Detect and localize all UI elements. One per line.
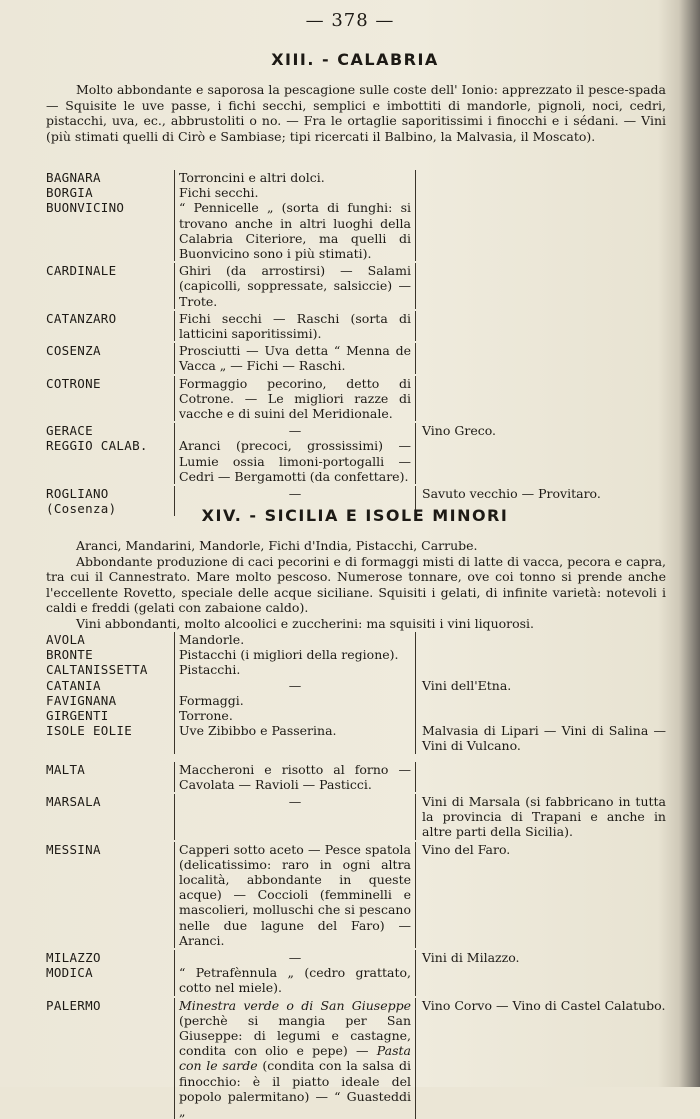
products-cell: Formaggi.	[174, 693, 416, 708]
place-name: ROGLIANO (Cosenza)	[46, 486, 117, 517]
products-cell: Mandorle.	[174, 632, 416, 647]
wines-cell: Savuto vecchio — Provitaro.	[422, 486, 601, 502]
products-cell: Ghiri (da arrostirsi) — Salami (capicolli, soppressate, salsiccie) — Trote.	[174, 263, 416, 309]
products-cell: Torroncini e altri dolci.	[174, 170, 416, 185]
place-name: ISOLE EOLIE	[46, 723, 133, 739]
intro-sicilia-line-2: Abbondante produzione di caci pecorini e di formaggi misti di latte di vacca, pecora e capra, tra cui il Cannestrato. Mare molto pescoso. Numerose tonnare, ove coi tonno si prende anche l'eccellente Rovetto, speciale delle acque siciliane. Squisiti i gelati, di infinite varietà: notevoli i caldi e freddi (gelati con zabaione caldo).	[46, 553, 666, 615]
table-row	[46, 842, 666, 948]
place-name: BAGNARA	[46, 170, 101, 185]
table-row	[46, 343, 666, 373]
section-title-calabria: XIII. - CALABRIA	[271, 50, 439, 69]
products-cell: Uve Zibibbo e Passerina.	[174, 723, 416, 753]
place-name: MILAZZO	[46, 950, 101, 966]
table-row	[46, 794, 666, 840]
table-row	[46, 708, 666, 723]
products-cell	[174, 998, 416, 1119]
place-name: COTRONE	[46, 375, 101, 391]
wines-cell: Vino del Faro.	[422, 841, 511, 857]
table-row	[46, 200, 666, 261]
products-cell: Prosciutti — Uva detta “ Menna de Vacca „ — Fichi — Raschi.	[174, 343, 416, 373]
wines-cell	[416, 438, 666, 484]
products-cell: Pistacchi (i migliori della regione).	[174, 647, 416, 662]
table-row	[46, 965, 666, 995]
products-cell: —	[174, 423, 416, 438]
products-cell: Maccheroni e risotto al forno — Cavolata — Ravioli — Pasticci.	[174, 762, 416, 792]
wines-cell	[416, 708, 666, 723]
wines-cell	[416, 311, 666, 341]
products-cell: —	[174, 950, 416, 965]
table-row	[46, 632, 666, 647]
table-row	[46, 762, 666, 792]
table-row	[46, 170, 666, 185]
place-name: REGGIO CALAB.	[46, 438, 148, 454]
wines-cell	[416, 662, 666, 677]
place-name: AVOLA	[46, 632, 86, 647]
wines-cell: Vino Corvo — Vino di Castel Calatubo.	[422, 997, 666, 1013]
intro-sicilia	[46, 538, 666, 631]
table-row	[46, 185, 666, 200]
wines-cell	[416, 343, 666, 373]
section-title-sicilia: XIV. - SICILIA E ISOLE MINORI	[201, 506, 509, 525]
wines-cell	[416, 263, 666, 309]
products-cell: —	[174, 486, 416, 516]
table-row	[46, 662, 666, 677]
place-name: PALERMO	[46, 997, 101, 1013]
intro-calabria	[46, 82, 666, 144]
place-name: CATANZARO	[46, 310, 117, 326]
wines-cell	[416, 632, 666, 647]
place-name: MODICA	[46, 965, 93, 981]
products-cell: —	[174, 794, 416, 840]
table-row	[46, 998, 666, 1119]
products-cell: Pistacchi.	[174, 662, 416, 677]
wines-cell	[416, 185, 666, 200]
table-row	[46, 678, 666, 693]
wines-cell	[416, 200, 666, 261]
dish-description: (perchè si mangia per San Giuseppe: di legumi e castagne, condita con olio e pepe) —	[179, 1012, 411, 1059]
place-name: GIRGENTI	[46, 708, 109, 724]
table-row	[46, 693, 666, 708]
place-name: CALTANISSETTA	[46, 662, 148, 678]
products-cell: Torrone.	[174, 708, 416, 723]
wines-cell: Vini di Marsala (si fabbricano in tutta la provincia di Trapani e anche in altre parti della Sicilia).	[422, 794, 666, 840]
place-name: BUONVICINO	[46, 200, 125, 216]
wines-cell	[416, 376, 666, 422]
intro-sicilia-line-3: Vini abbondanti, molto alcoolici e zuccherini: ma squisiti i vini liquorosi.	[76, 615, 535, 631]
place-name: COSENZA	[46, 343, 101, 359]
place-name: FAVIGNANA	[46, 692, 117, 708]
table-sicilia	[46, 632, 666, 1119]
wines-cell: Vini di Milazzo.	[422, 950, 520, 966]
products-cell: Fichi secchi.	[174, 185, 416, 200]
table-row	[46, 647, 666, 662]
table-row	[46, 423, 666, 438]
dish-description: (condita con la salsa di finocchio: è il piatto ideale del popolo palermitano) — “ Guasteddi „	[179, 1058, 411, 1119]
place-name: MARSALA	[46, 794, 101, 810]
products-cell: “ Pennicelle „ (sorta di funghi: si trovano anche in altri luoghi della Calabria Citeriore, ma quelli di Buonvicino sono i più stimati).	[174, 200, 416, 261]
place-name: CATANIA	[46, 677, 101, 693]
table-row	[46, 438, 666, 484]
place-name: BRONTE	[46, 647, 93, 663]
wines-cell	[416, 762, 666, 792]
wines-cell: Malvasia di Lipari — Vini di Salina — Vini di Vulcano.	[422, 723, 666, 754]
products-cell: “ Petrafènnula „ (cedro grattato, cotto nel miele).	[174, 965, 416, 995]
products-cell: —	[174, 678, 416, 693]
dish-name-italic: Pasta con le sarde	[179, 1043, 411, 1074]
products-cell: Capperi sotto aceto — Pesce spatola (delicatissimo: raro in ogni altra località, abbondante in queste acque) — Coccioli (femminelli e mascolieri, molluschi che si pescano nelle due lagune del Faro) — Aranci.	[174, 842, 416, 948]
table-row	[46, 950, 666, 965]
wines-cell	[416, 965, 666, 995]
table-row	[46, 311, 666, 341]
wines-cell: Vino Greco.	[422, 423, 496, 439]
wines-cell	[416, 647, 666, 662]
wines-cell	[416, 693, 666, 708]
page-number: — 378 —	[305, 10, 395, 31]
products-cell: Fichi secchi — Raschi (sorta di latticini saporitissimi).	[174, 311, 416, 341]
products-cell: Formaggio pecorino, detto di Cotrone. — Le migliori razze di vacche e di suini del Meridionale.	[174, 376, 416, 422]
wines-cell	[416, 170, 666, 185]
intro-calabria-text: Molto abbondante e saporosa la pescagione sulle coste dell' Ionio: apprezzato il pesce-spada — Squisite le uve passe, i fichi secchi, semplici e imbottiti di mandorle, pignoli, noci, cedri, pistacchi, uva, ec., abbrustoliti o no. — Fra le ortaglie saporitissimi i finocchi e i sédani. — Vini (più stimati quelli di Cirò e Sambiase; tipi ricercati il Balbino, la Malvasia, il Moscato).	[46, 82, 666, 144]
intro-sicilia-line-1: Aranci, Mandarini, Mandorle, Fichi d'India, Pistacchi, Carrube.	[76, 538, 478, 553]
place-name: MALTA	[46, 761, 86, 777]
place-name: MESSINA	[46, 841, 101, 857]
table-row	[46, 376, 666, 422]
wines-cell: Vini dell'Etna.	[422, 677, 512, 693]
table-calabria	[46, 170, 666, 516]
place-name: BORGIA	[46, 185, 93, 201]
products-cell: Aranci (precoci, grossissimi) — Lumie ossia limoni-portogalli — Cedri — Bergamotti (da confettare).	[174, 438, 416, 484]
place-name: CARDINALE	[46, 263, 117, 279]
dish-name-italic: Minestra verde o di San Giuseppe	[179, 997, 411, 1013]
table-row	[46, 723, 666, 753]
table-row	[46, 263, 666, 309]
place-name: GERACE	[46, 423, 93, 439]
